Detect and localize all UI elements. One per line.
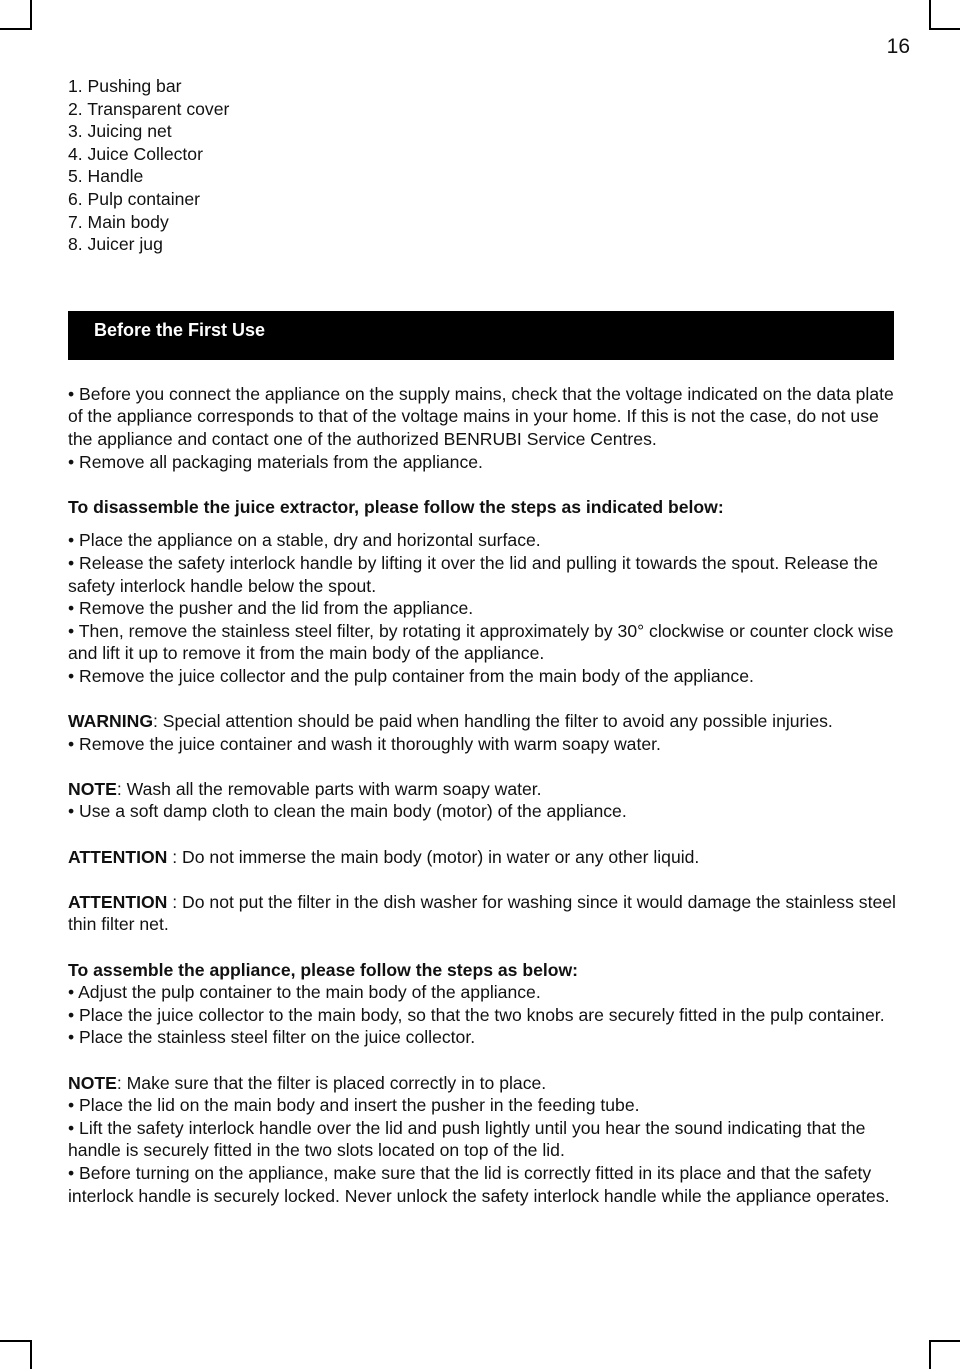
assemble-heading: To assemble the appliance, please follow the steps as below: xyxy=(68,959,579,980)
parts-list-item: 3. Juicing net xyxy=(68,121,172,142)
note-step: • Place the lid on the main body and insert the pusher in the feeding tube. xyxy=(68,1095,640,1116)
assemble-section xyxy=(68,959,898,1049)
crop-mark-top-right xyxy=(929,0,931,28)
attention-text: : Do not put the filter in the dish washer for washing since it would damage the stainless steel thin filter net. xyxy=(68,891,896,935)
disassemble-steps xyxy=(68,529,898,687)
attention-paragraph xyxy=(68,891,898,936)
attention-label: ATTENTION xyxy=(68,846,168,867)
disassemble-step: • Then, remove the stainless steel filter, by rotating it approximately by 30° clockwise or counter clock wise and lift it up to remove it from the main body of the appliance. xyxy=(68,620,894,664)
crop-mark-bottom-left-h xyxy=(0,1340,32,1342)
section-header: Before the First Use xyxy=(68,311,894,360)
crop-mark-top-right-h xyxy=(929,28,960,30)
parts-list-item: 2. Transparent cover xyxy=(68,98,230,119)
assemble-step: • Place the juice collector to the main body, so that the two knobs are securely fitted in the pulp container. xyxy=(68,1004,885,1025)
warning-text: : Special attention should be paid when handling the filter to avoid any possible injuries. xyxy=(153,711,833,732)
page-content xyxy=(68,75,898,1207)
warning-bullet: • Remove the juice container and wash it thoroughly with warm soapy water. xyxy=(68,733,661,754)
note-block xyxy=(68,778,898,823)
attention-block xyxy=(68,891,898,936)
disassemble-heading: To disassemble the juice extractor, please follow the steps as indicated below: xyxy=(68,496,724,517)
page-number: 16 xyxy=(886,35,910,58)
crop-mark-bottom-right-h xyxy=(929,1340,960,1342)
note-label: NOTE xyxy=(68,1072,117,1093)
parts-list-item: 5. Handle xyxy=(68,166,144,187)
disassemble-step: • Remove the juice collector and the pulp container from the main body of the appliance. xyxy=(68,665,754,686)
parts-list-item: 1. Pushing bar xyxy=(68,76,182,96)
disassemble-step: • Place the appliance on a stable, dry and horizontal surface. xyxy=(68,530,541,551)
parts-list-item: 8. Juicer jug xyxy=(68,234,163,255)
before-use-paragraph: • Remove all packaging materials from the appliance. xyxy=(68,451,483,472)
note-block xyxy=(68,1072,898,1208)
attention-block xyxy=(68,846,898,869)
note-paragraph xyxy=(68,1072,898,1095)
warning-block xyxy=(68,710,898,755)
note-text: : Wash all the removable parts with warm soapy water. xyxy=(116,778,542,799)
attention-label: ATTENTION xyxy=(68,891,168,912)
warning-label: WARNING xyxy=(68,711,154,732)
assemble-step: • Place the stainless steel filter on the juice collector. xyxy=(68,1027,476,1048)
warning-paragraph xyxy=(68,710,898,733)
note-bullet: • Use a soft damp cloth to clean the main body (motor) of the appliance. xyxy=(68,801,627,822)
attention-text: : Do not immerse the main body (motor) in water or any other liquid. xyxy=(167,846,700,867)
note-paragraph xyxy=(68,778,898,801)
note-step: • Before turning on the appliance, make sure that the lid is correctly fitted in its place and that the safety interlock handle is securely locked. Never unlock the safety interlock handle while the appliance operates. xyxy=(68,1162,890,1206)
disassemble-step: • Release the safety interlock handle by lifting it over the lid and pulling it towards the spout. Release the safety interlock handle below the spout. xyxy=(68,552,879,596)
attention-paragraph xyxy=(68,846,898,869)
crop-mark-top-left xyxy=(30,0,32,28)
note-text: : Make sure that the filter is placed correctly in to place. xyxy=(116,1072,547,1093)
disassemble-step: • Remove the pusher and the lid from the appliance. xyxy=(68,598,474,619)
crop-mark-bottom-left xyxy=(30,1340,32,1369)
parts-list-item: 4. Juice Collector xyxy=(68,143,203,164)
assemble-step: • Adjust the pulp container to the main body of the appliance. xyxy=(68,982,541,1003)
parts-list-item: 6. Pulp container xyxy=(68,188,201,209)
crop-mark-bottom-right xyxy=(929,1340,931,1369)
before-use-paragraph: • Before you connect the appliance on the supply mains, check that the voltage indicated on the data plate of the appliance corresponds to that of the voltage mains in your home. If this is not the case, do not use the appliance and contact one of the authorized BENRUBI Service Centres. xyxy=(68,383,894,449)
before-use-section xyxy=(68,383,898,473)
parts-list-item: 7. Main body xyxy=(68,211,169,232)
note-label: NOTE xyxy=(68,778,117,799)
parts-list xyxy=(68,75,898,256)
crop-mark-top-left-h xyxy=(0,28,32,30)
note-step: • Lift the safety interlock handle over the lid and push lightly until you hear the sound indicating that the handle is securely fitted in the two slots located on top of the lid. xyxy=(68,1117,866,1161)
